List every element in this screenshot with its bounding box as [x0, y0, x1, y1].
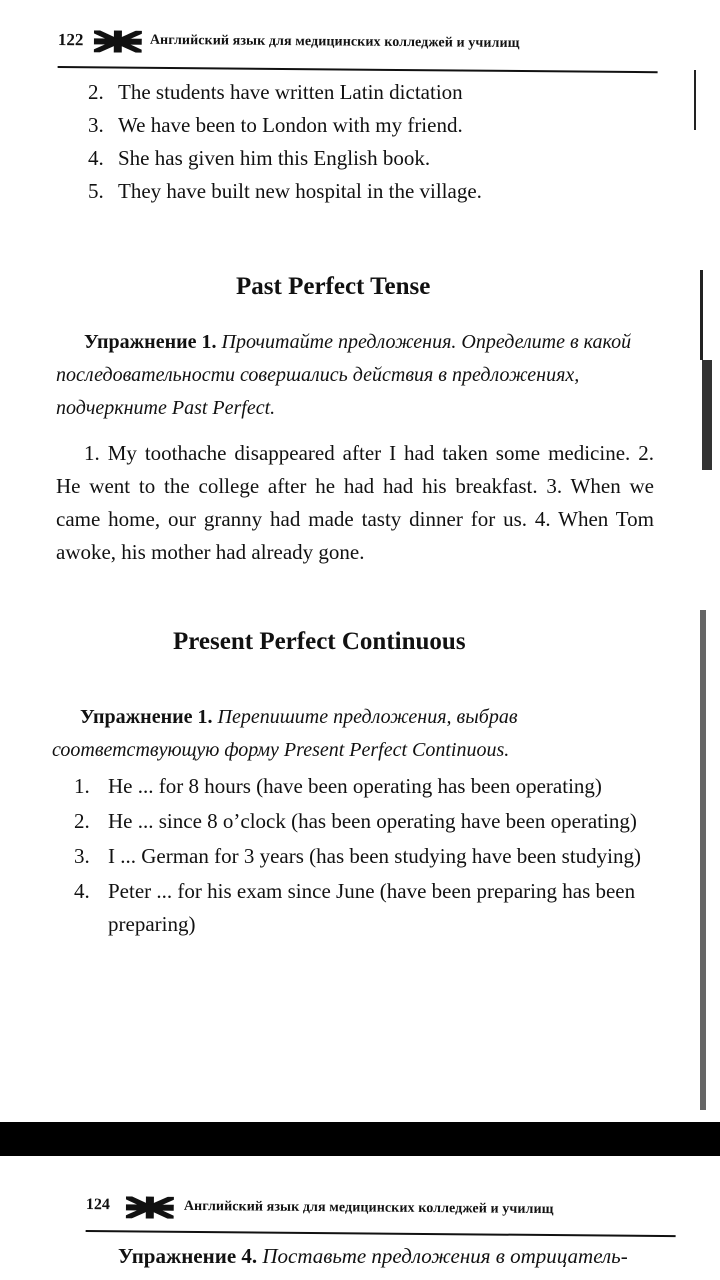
exercise-instruction [52, 701, 654, 767]
exercise-label: Упражнение 1. [80, 706, 213, 728]
scan-edge-mark [702, 360, 712, 470]
section-title-present-perfect-continuous: Present Perfect Continuous [173, 628, 466, 655]
page-number: 124 [85, 1195, 110, 1214]
exercise-instruction-text: Прочитайте предложения. Определите в какой последовательности совершались действия в предложениях, подчеркните Past Perfect. [56, 331, 632, 419]
exercise-instruction-text: Перепишите предложения, выбрав соответствующую форму Present Perfect Continuous. [52, 706, 518, 761]
exercise-list [74, 770, 650, 943]
book-title: Английский язык для медицинских колледжей и училищ [149, 32, 520, 52]
list-item: 3. I ... German for 3 years (has been studying have been studying) [74, 844, 642, 868]
list-item: 2. He ... since 8 o’clock (has been operating have been operating) [74, 809, 637, 833]
list-item: 3. We have been to London with my friend. [88, 113, 463, 137]
exercise-label: Упражнение 1. [84, 331, 217, 353]
union-flag-icon [94, 30, 142, 52]
union-flag-icon [126, 1196, 174, 1218]
list-item: 5. They have built new hospital in the village. [88, 179, 482, 203]
exercise-label: Упражнение 4. [118, 1244, 258, 1268]
section-title-past-perfect: Past Perfect Tense [236, 273, 431, 300]
top-list [88, 80, 482, 212]
list-item: 4. Peter ... for his exam since June (have been preparing has been preparing) [74, 879, 636, 936]
scan-edge-mark [700, 610, 706, 1110]
page-number: 122 [57, 29, 84, 50]
scan-edge-mark [700, 270, 703, 360]
page-header [58, 24, 658, 73]
scan-edge-mark [694, 70, 696, 130]
page-header [86, 1190, 676, 1237]
page-separator [0, 1122, 720, 1156]
list-item: 2. The students have written Latin dictation [88, 80, 463, 104]
exercise-paragraph: 1. My toothache disappeared after I had taken some medicine. 2. He went to the college after he had had his breakfast. 3. When we came home, our granny had made tasty dinner for us. 4. When Tom awoke, his mother had already gone. [56, 441, 654, 564]
exercise-instruction [118, 1240, 698, 1273]
list-item: 4. She has given him this English book. [88, 146, 431, 170]
book-title: Английский язык для медицинских колледжей и училищ [183, 1198, 554, 1218]
exercise-instruction-text: Поставьте предложения в отрицатель- [262, 1244, 628, 1268]
list-item: 1. He ... for 8 hours (have been operating has been operating) [74, 774, 602, 798]
exercise-instruction [56, 326, 654, 425]
